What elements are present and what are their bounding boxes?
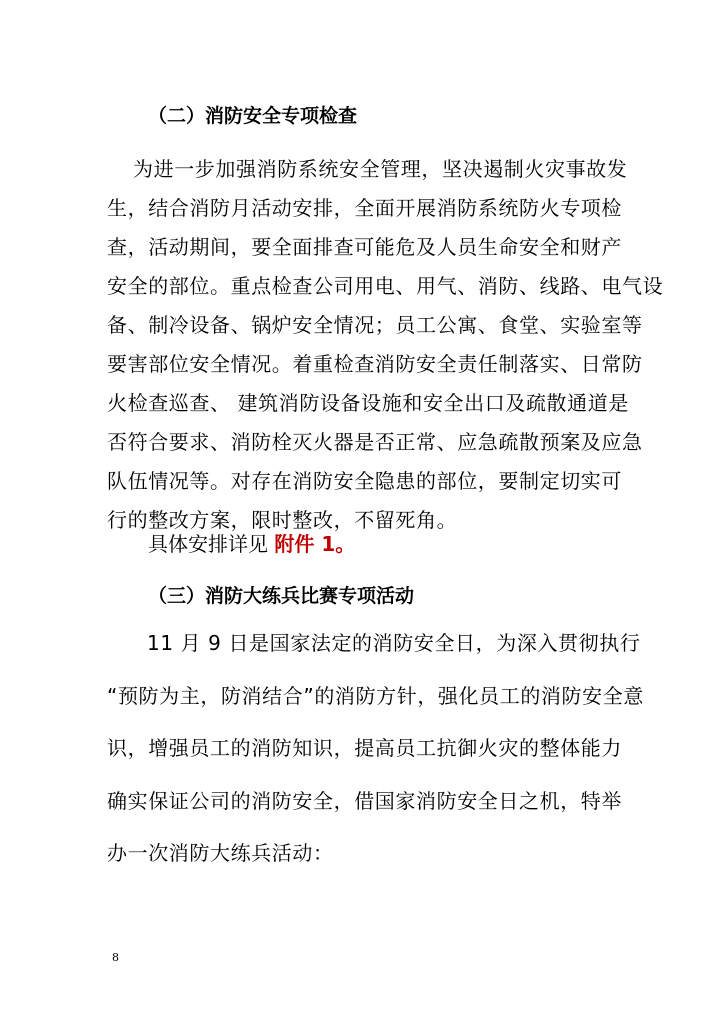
section-heading-fire-safety-inspection: （二）消防安全专项检查 [148, 105, 358, 127]
paragraph-fire-drill-intro [107, 630, 644, 893]
section-heading-fire-drill-competition: （三）消防大练兵比赛专项活动 [148, 585, 415, 607]
paragraph-line: 行的整改方案，限时整改，不留死角。 [107, 508, 458, 532]
paragraph-inspection-details [107, 150, 664, 540]
paragraph-line: 确实保证公司的消防安全，借国家消防安全日之机，特举 [107, 788, 622, 813]
paragraph-line: 为进一步加强消防系统安全管理，坚决遏制火灾事故发 [133, 157, 628, 181]
attachment-reference-line [148, 531, 355, 557]
paragraph-line: “预防为主，防消结合”的消防方针，强化员工的消防安全意 [107, 683, 644, 708]
attachment-reference-link: 附件 1。 [274, 532, 356, 556]
paragraph-line: 队伍情况等。对存在消防安全隐患的部位，要制定切实可 [107, 469, 622, 493]
attachment-reference-prefix: 具体安排详见 [148, 532, 275, 556]
page-number: 8 [112, 951, 119, 964]
paragraph-line: 备、制冷设备、锅炉安全情况；员工公寓、食堂、实验室等 [107, 313, 643, 337]
paragraph-line: 办一次消防大练兵活动： [107, 841, 334, 865]
paragraph-line: 11 月 9 日是国家法定的消防安全日，为深入贯彻执行 [147, 631, 641, 655]
paragraph-line: 要害部位安全情况。着重检查消防安全责任制落实、日常防 [107, 352, 643, 376]
paragraph-line: 生，结合消防月活动安排，全面开展消防系统防火专项检 [107, 196, 622, 220]
paragraph-line: 否符合要求、消防栓灭火器是否正常、应急疏散预案及应急 [107, 430, 643, 454]
paragraph-line: 火检查巡查、 建筑消防设备设施和安全出口及疏散通道是 [107, 391, 629, 415]
paragraph-line: 安全的部位。重点检查公司用电、用气、消防、线路、电气设 [107, 274, 664, 298]
paragraph-line: 识，增强员工的消防知识，提高员工抗御火灾的整体能力 [107, 736, 622, 760]
paragraph-line: 查，活动期间，要全面排查可能危及人员生命安全和财产 [107, 235, 622, 259]
